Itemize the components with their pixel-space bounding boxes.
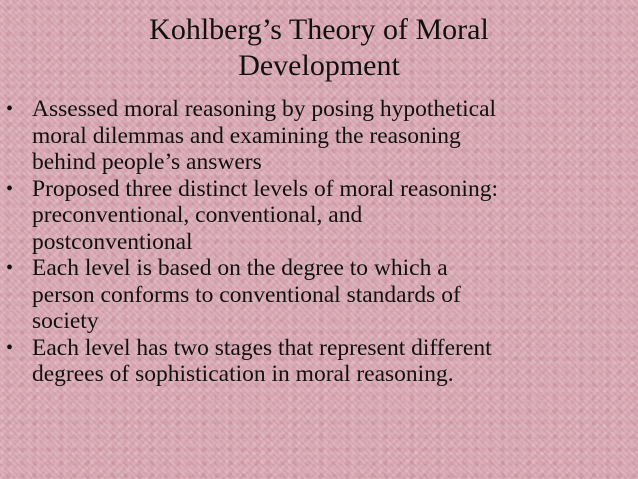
bullet-text-line: Each level is based on the degree to which a (32, 255, 448, 281)
bullet-text-line: person conforms to conventional standards of (32, 281, 461, 308)
bullet-icon: • (6, 177, 14, 200)
bullet-text-line: Assessed moral reasoning by posing hypothetical (32, 96, 497, 122)
bullet-text-line: postconventional (32, 228, 193, 255)
title-line-2: Development (238, 49, 400, 82)
bullet-text-line: preconventional, conventional, and (32, 202, 363, 228)
bullet-list (0, 96, 638, 388)
bullet-text-line: moral dilemmas and examining the reasoning (32, 122, 461, 149)
bullet-icon: • (6, 98, 14, 120)
bullet-text-line: behind people’s answers (32, 149, 262, 175)
bullet-item (0, 176, 638, 256)
title-line-1: Kohlberg’s Theory of Moral (149, 13, 489, 46)
bullet-item (0, 255, 638, 335)
bullet-item (0, 96, 638, 176)
bullet-text-line: Each level has two stages that represent different (32, 334, 492, 361)
bullet-text-line: degrees of sophistication in moral reasoning. (32, 361, 454, 387)
bullet-item (0, 335, 638, 388)
bullet-icon: • (6, 336, 14, 359)
bullet-text-line: Proposed three distinct levels of moral reasoning: (32, 175, 498, 202)
bullet-text-line: society (32, 308, 99, 334)
slide-title (0, 12, 638, 84)
bullet-icon: • (6, 257, 14, 279)
